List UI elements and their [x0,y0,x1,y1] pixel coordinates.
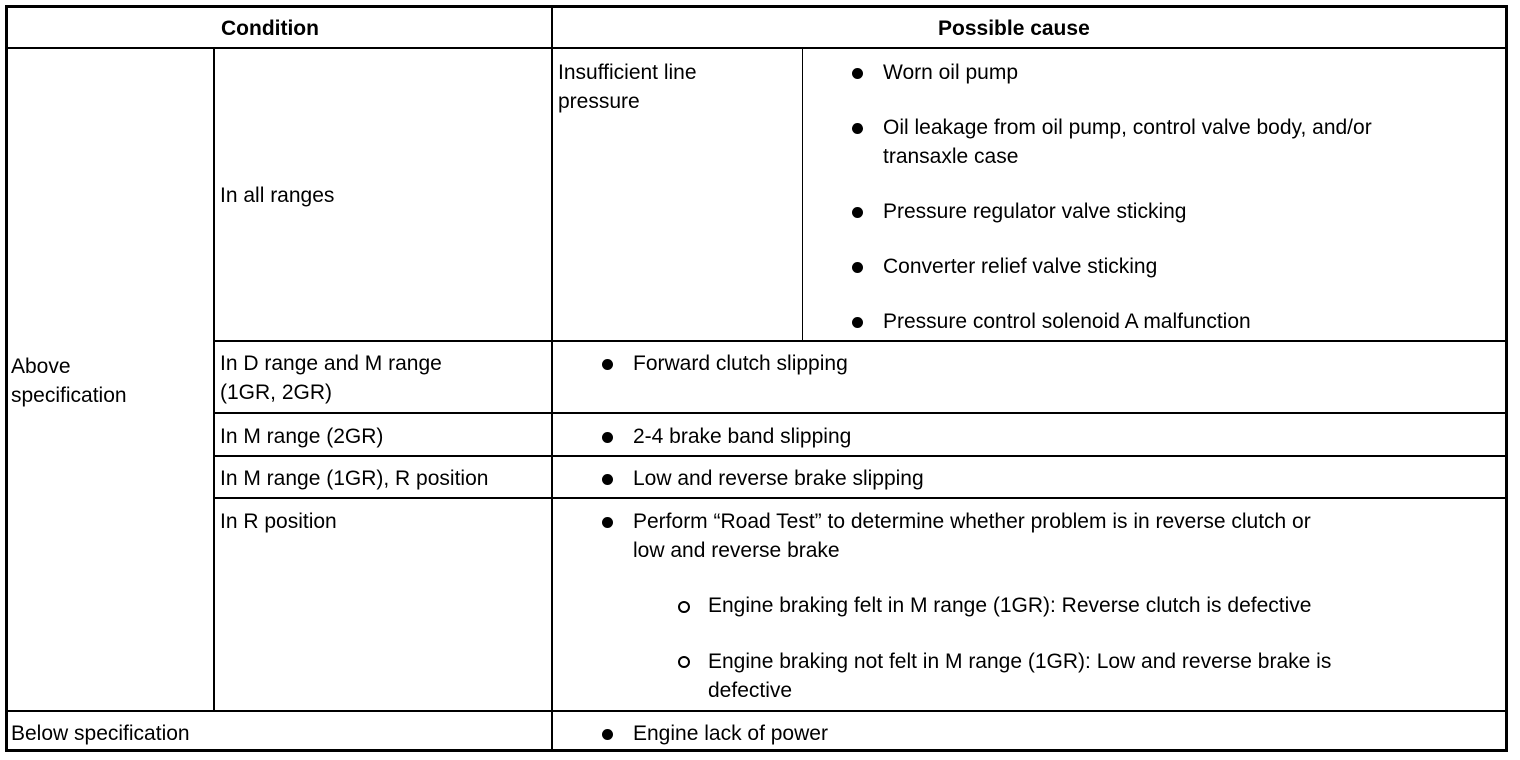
condition-above-spec: specification [11,384,127,407]
sub-cause-item: Engine braking not felt in M range (1GR): Low and reverse brake is [708,650,1332,673]
cause-item: Forward clutch slipping [633,352,848,375]
cause-item: Pressure regulator valve sticking [883,200,1187,223]
bullet-icon [602,359,613,370]
condition-m-1gr-r: In M range (1GR), R position [220,467,489,490]
bullet-icon [852,207,863,218]
row-divider [213,340,1508,342]
sub-condition-line-pressure: Insufficient line [558,61,697,84]
table-border-left [5,5,8,752]
bullet-icon [602,729,613,740]
row-divider [5,710,1508,712]
bullet-icon [852,123,863,134]
cause-item: Converter relief valve sticking [883,255,1158,278]
sub-cause-item: Engine braking felt in M range (1GR): Reverse clutch is defective [708,594,1312,617]
bullet-icon [602,517,613,528]
sub-condition-line-pressure: pressure [558,90,640,113]
bullet-icon [852,262,863,273]
condition-r-position: In R position [220,510,337,533]
cause-item: Low and reverse brake slipping [633,467,924,490]
header-condition: Condition [221,17,319,40]
row-divider [213,497,1508,499]
row-divider [213,455,1508,457]
row-divider [213,412,1508,414]
header-divider [5,47,1508,49]
cause-item: Pressure control solenoid A malfunction [883,310,1251,333]
condition-d-range: (1GR, 2GR) [220,381,333,404]
condition-below-spec: Below specification [11,722,190,745]
cause-item: Perform “Road Test” to determine whether problem is in reverse clutch or [633,510,1311,533]
condition-above-spec: Above [11,355,71,378]
table-border-bottom [5,749,1508,752]
cause-item: Worn oil pump [883,61,1019,84]
condition-all-ranges: In all ranges [220,184,335,207]
condition-d-range: In D range and M range [220,352,442,375]
cause-item: Engine lack of power [633,722,828,745]
cause-item: Oil leakage from oil pump, control valve body, and/or [883,116,1372,139]
bullet-icon [602,432,613,443]
bullet-icon [602,474,613,485]
cause-item: low and reverse brake [633,539,840,562]
table-border-right [1505,5,1508,752]
cause-item: 2-4 brake band slipping [633,425,852,448]
bullet-icon [852,68,863,79]
col-divider [802,47,803,341]
sub-bullet-icon [678,601,690,613]
table-border-top [5,5,1508,8]
bullet-icon [852,317,863,328]
header-possible-cause: Possible cause [938,17,1090,40]
sub-bullet-icon [678,656,690,668]
col-divider [551,5,553,752]
col-divider [213,47,215,712]
sub-cause-item: defective [708,679,793,702]
cause-item: transaxle case [883,145,1019,168]
condition-m-2gr: In M range (2GR) [220,425,384,448]
